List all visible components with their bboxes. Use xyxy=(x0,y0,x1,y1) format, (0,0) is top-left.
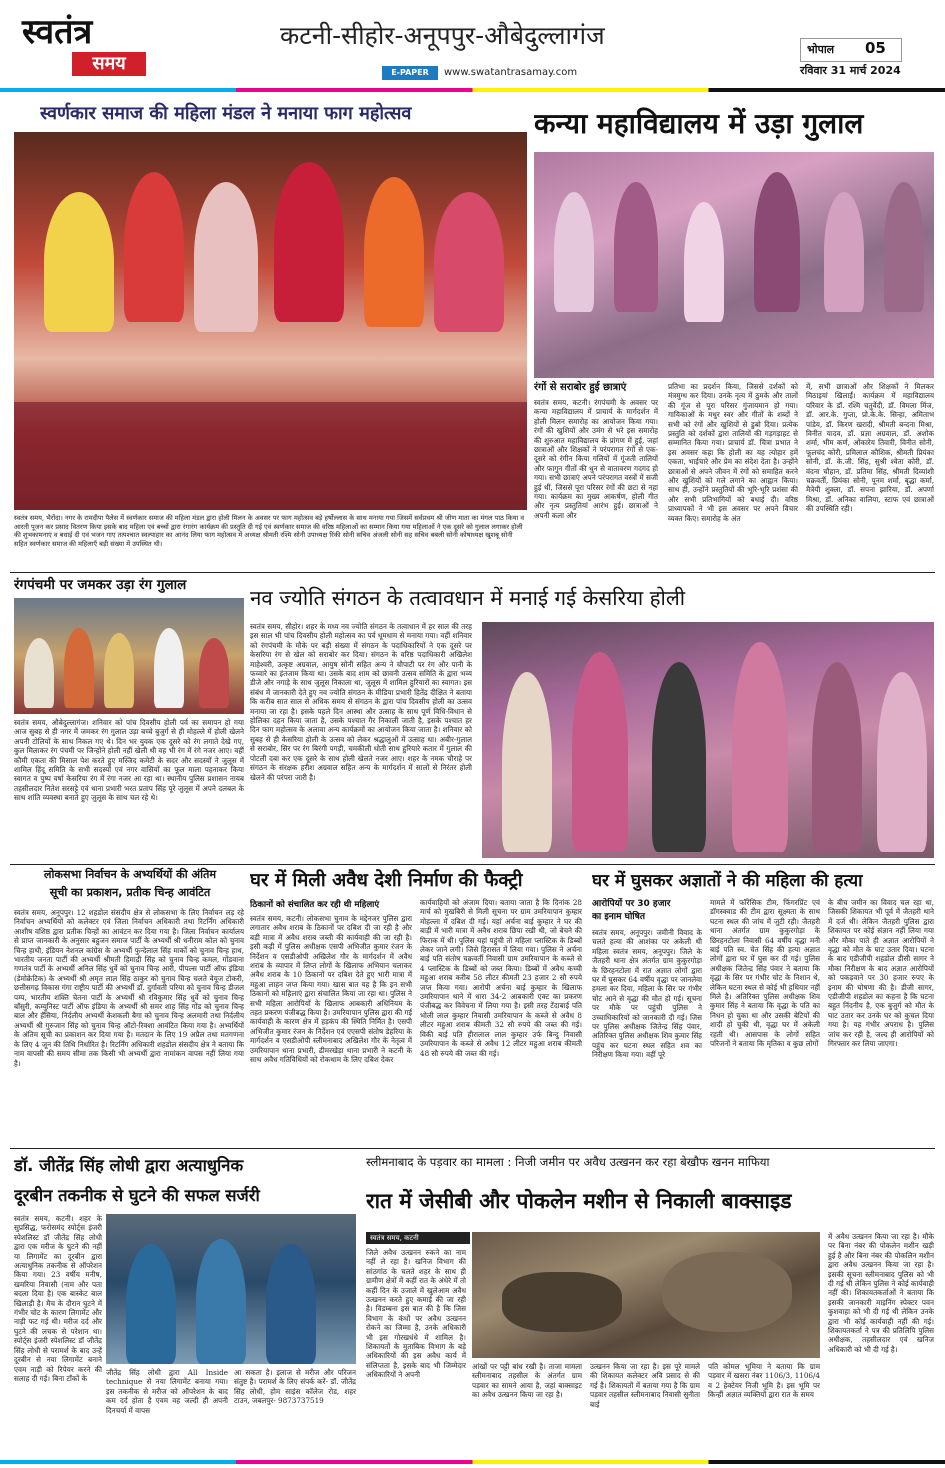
kanya-col1: स्वतंत्र समय, कटनी। रंगपंचमी के अवसर पर कन्या महाविद्यालय में प्राचार्य के मार्गदर्शन में होली मिलन समारोह का आयोजन किया गया। रंगों की खुशियों और उमंग से भरे इस समारोह की शुरुआत महाविद्यालय के प्रांगण में हुई, जहां छात्राओं और शिक्षकों ने परंपरागत रंगों से एक-दूसरे को रंगीन किया गलियों में गूंजती तालियों और फागुन गीतों की धुन से वातावरण गदगद हो गया। सभी छात्राएं अपने परंपरागत वस्त्रों में सजी हुई थीं, जिससे पूरा परिसर रंगों की छटा से नहा गया। कार्यक्रम का मुख्य आकर्षण, होली गीत और नृत्य प्रस्तुतियां आरंभ हुई। छात्राओं ने अपनी कला और xyxy=(534,398,658,520)
lok-headline-1: लोकसभा निर्वाचन के अभ्यर्थियों की अंतिम xyxy=(43,868,217,881)
khanan-byline: स्वतंत्र समय, कटनी xyxy=(366,1232,470,1244)
surgery-col1: स्वतंत्र समय, कटनी। शहर के सुप्रसिद्ध, फरोसमंद स्पोर्ट्स इंजरी स्पेशलिस्ट डॉ जीतेंद्र सिंह लोधी द्वारा एक मरीज के घुटने की नहीं या लिगामेंट का दूरबीन द्वारा अत्याधुनिक तकनीक से ऑपरेशन किया गया। 23 वर्षीय मनीष, खमरिया निवासी (नाम और पता बदला दिया है) एक बास्केट बाल खिलाड़ी है। मैच के दौरान घुटने में गंभीर चोट के कारण लिगामेंट और नाड़ी फट गई थी। मरीज दर्द और घुटने की लचक से परेशान था। स्पोर्ट्स इंजरी स्पेशलिस्ट डॉ जीतेंद्र सिंह लोधी से परामर्श के बाद उन्हें दूरबीन से नया लिगामेंट बनाने एवम नाड़ी को रिपेयर करने की सलाह दी गई। बिना टाँकों के xyxy=(14,1214,102,1383)
colour-strip-top xyxy=(0,88,945,92)
murder-col2: मामले में फॉरेंसिक टीम, फिंगरप्रिंट एवं डॉगस्क्वाड की टीम द्वारा सूक्ष्मता के साथ घटना स्थल की जांच में जुटी रही। जैतहरी थाना अंतर्गत ग्राम कुकुरगोड़ा के छिरहनटोला निवासी 64 वर्षीय वृद्धा मनी बाई पति स्व. चेत सिंह की हत्या अज्ञात लोगों द्वारा घर में घुस कर दी गई। पुलिस अधीक्षक जितेन्द्र सिंह पंवार ने बताया कि वृद्धा के सिर पर गंभीर चोट के निशान थे, लेकिन घटना स्थल से कोई भी हथियार नहीं मिले है। अतिरिक्त पुलिस अधीक्षक शिव कुमार सिंह ने बताया कि वृद्धा के पति का निधन हो चुका था और उसकी बेटियों की शादी हो चुकी थी, वृद्धा घर में अकेली रहती थी। आसपास के लोगों सहित परिजनों ने बताया कि मृतिका व कुछ लोगों xyxy=(710,898,820,1049)
factory-col2: कार्यवाहियों को अंजाम दिया। बताया जाता है कि दिनांक 28 मार्च को मुखबिरी से मिली सूचना पर ग्राम उमरियापान कुम्हार मोहल्ला में दबिश दी गई। यहां अर्चना बाई कुम्हार ने घर की बाड़ी में भारी मात्रा में अवैध शराब छिपा रखी थी, जो बेचने की फिराक में थी। पुलिस यहां पहुंची तो महिला प्लास्टिक के डिब्बों लेकर जाने लगी। जिसे हिरासत में लिया गया। पुलिस ने अर्चना बाई पति संतोष चक्रवर्ती निवासी ग्राम उमरियापान के कब्जे से 4 प्लास्टिक के डिब्बों को जब्त किया। डिब्बों में अवैध कच्ची महुआ शराब करीब 58 लीटर कीमती 23 हजार 2 सौ रुपये जप्त किया गया। आरोपी अर्चना बाई कुम्हार के खिलाफ उमरियापान थाने में धारा 34-2 आबकारी एक्ट का प्रकरण पंजीबद्ध कर विवेचना में लिया गया है। इसी तरह टेंदाबाई पति भोली लाल कुम्हार निवासी उमरियापान के कब्जे से अवैध 8 लीटर महुआ शराब कीमती 32 सौ रुपये की जब्त की गई। विकी बाई पति हीरालाल लाल कुम्हार उर्फ बिन्दु निवासी उमरियापान के कब्जे से अवैध 12 लीटर महुआ शराब कीमती 48 सौ रुपये की जब्त की गई। xyxy=(420,898,582,1058)
surgery-col2: आ सकता है। इलाज से मरीज और परिजन संतुष्ट है। परामर्श के लिए संपर्क करें- डॉ. जीतेंद्र सिंह लोधी, होम साइंस कॉलेज रोड, शहर टाउन, जबलपुर- 9873737519 xyxy=(234,1368,356,1406)
divider-1 xyxy=(10,572,935,573)
kesariya-photo xyxy=(482,622,934,858)
kanya-headline: कन्या महाविद्यालय में उड़ा गुलाल xyxy=(534,107,864,140)
divider-3 xyxy=(10,1148,935,1149)
colour-strip-bottom xyxy=(0,1460,945,1464)
newspaper-logo xyxy=(22,12,162,92)
rang-photo xyxy=(14,598,244,714)
surgery-photo xyxy=(106,1214,356,1364)
fag-photo xyxy=(14,132,527,510)
khanan-col5: में अवैध उत्खनन किया जा रहा है। मौके पर बिना नंबर की पोकलेन मशीन खड़ी हुई है और बिना नंबर की पोकलिन मशीन द्वारा अवैध उत्खनन किया जा रहा है। इसकी सूचना स्लीमनाबाद पुलिस को भी दी गई थी लेकिन पुलिस ने कोई कार्यवाही नहीं की। शिकायतकर्ताओं ने बताया कि इसकी जानकारी माइनिंग स्पेक्टर पवन कुशवाहा को भी दी गई थी लेकिन उनके द्वारा भी कोई कार्यवाही नहीं की गई। शिकायतकर्ता ने पत्र की प्रतिलिपि पुलिस अधीक्षक, तहसीलदार एवं खनिज अधिकारी को भी दी गई है। xyxy=(828,1232,934,1354)
surgery-headline-2: दूरबीन तकनीक से घुटने की सफल सर्जरी xyxy=(14,1186,260,1205)
divider-2 xyxy=(10,864,935,865)
murder-subhead-1: आरोपियों पर 30 हजार xyxy=(592,899,671,909)
website-link[interactable]: www.swatantrasamay.com xyxy=(444,67,578,78)
kanya-col2: प्रतिभा का प्रदर्शन किया, जिससे दर्शकों को मंत्रमुग्ध कर दिया। उनके नृत्य में ठुमके और तालों की गूंज से पूरा परिसर गुंजायमान हो गया। गायिकाओं के मधुर स्वर और गीतों के शब्दों ने सभी को रंगों और खुशियों से डुबो दिया। प्रत्येक प्रस्तुति को दर्शकों द्वारा तालियों की गड़गड़ाहट से सम्मानित किया गया। प्राचार्य डॉ. चित्रा प्रभात ने इस अवसर कहा कि होली का यह त्योहार हमें एकता, भाईचारे और प्रेम का संदेश देता है। उन्होंने छात्राओं से अपने जीवन में रंगों को समाहित करने और खुशियों को गले लगाने का आह्वान किया। साथ ही, उन्होंने प्रस्तुतियों की भूरि-भूरि प्रशंसा की और सभी प्रतिभागियों को बधाई दी। वरिष्ठ प्राध्यापकों ने भी इस अवसर पर अपने विचार व्यक्त किए। समारोह के अंत xyxy=(668,382,798,523)
murder-subhead-2: का इनाम घोषित xyxy=(592,912,645,922)
logo-line1: स्वतंत्र xyxy=(22,12,93,52)
factory-headline: घर में मिली अवैध देशी निर्माण की फैक्ट्री xyxy=(250,870,523,891)
khanan-kicker: स्लीमनाबाद के पड़वार का मामला : निजी जमीन पर अवैध उत्खनन कर रहा बेखौफ खनन माफिया xyxy=(366,1155,770,1169)
rang-headline: रंगपंचमी पर जमकर उड़ा रंग गुलाल xyxy=(14,577,187,593)
fag-headline: स्वर्णकार समाज की महिला मंडल ने मनाया फाग महोत्सव xyxy=(40,103,412,124)
epaper-label: E-PAPER xyxy=(382,66,438,80)
page-info-box xyxy=(800,38,902,62)
lok-headline-2: सूची का प्रकाशन, प्रतीक चिन्ह आवंटित xyxy=(49,886,211,899)
city-name: भोपाल xyxy=(807,43,835,56)
khanan-photo xyxy=(472,1232,820,1358)
kesariya-body: स्वतंत्र समय, सीहोर। शहर के मध्य नव ज्योति संगठन के तत्वाधान में हर साल की तरह इस साल भी पांच दिवसीय होली महोत्सव का पर्व धूमधाम से मनाया गया। वहीं शनिवार को रंगपंचमी के मौके पर बड़ी संख्या में संगठन के पदाधिकारियों ने एक दूसरे पर केसरिया रंग से खेल को सराबोर कर दिया। संगठन के वरिष्ठ पदाधिकारी अखिलेश माहेश्वरी, उत्कृष्ट अग्रवाल, आयुष सोनी सहित अन्य ने चौपाटी पर रंग और पानी के फव्वारे का इंतजाम किया था। उसके बाद शाम को छावनी उत्सव समिति के द्वारा भव्य डीजे और नगाड़े के साथ जुलूस निकाला था, जुलूस में शामिल हुरियारों का स्वागत। इस संबंध में जानकारी देते हुए नव ज्योति संगठन के मीडिया प्रभारी हितेंद्र दीक्षित ने बताया कि करीब सात साल से अधिक समय से संगठन के द्वारा पांच दिवसीय होली का उत्सव मनाया जा रहा है। इसके पहले दिन आस्था और उत्साह के साथ पूर्ण विधि-विधान से होलिका दहन किया जाता है, उसके पश्चात गैर निकाली जाती है, इसके पश्चात हर दिन फाग महोत्सव के अलावा अन्य कार्यक्रमों का आयोजन किया जाता है। शनिवार को सुबह से ही केसरिया होली के उत्सव को लेकर श्रद्धालुओं में उत्साह था। अबीर-गुलाल से सराबोर, सिर पर रंग बिरंगी पगड़ी, चमकीली धोती साथ हुरियारे कतार में गुलाल की पोटली दबा कर एक दूसरे के साथ होली खेलते नजर आए। शहर के नमक चौराहे पर संगठन के संरक्षक हरीश अग्रवाल सहित अन्य के मार्गदर्शन में सालों से निरंतर होली खेलने की परंपरा जारी है। xyxy=(250,622,472,782)
kanya-subhead: रंगों से सराबोर हुई छात्राएं xyxy=(534,382,627,393)
khanan-col3: उत्खनन किया जा रहा है। इस पूरे मामले की शिकायत कलेक्टर अवि प्रसाद से की गई है। शिकायतों में बताया गया है कि ग्राम पड़वार तहसील स्लीमनाबाद निवासी सुनीता बाई xyxy=(590,1362,700,1409)
kesariya-headline: नव ज्योति संगठन के तत्वावधान में मनाई गई केसरिया होली xyxy=(250,586,686,610)
khanan-headline: रात में जेसीबी और पोकलेन मशीन से निकाली बाक्साइड xyxy=(366,1189,792,1213)
issue-date: रविवार 31 मार्च 2024 xyxy=(800,64,901,77)
rang-body: स्वतंत्र समय, औबेदुल्लागंज। शनिवार को पांच दिवसीय होली पर्व का समापन हो गया आज सुबह से ही नगर में जमकर रंग गुलाल उड़ा बच्चे बुजुर्ग से ही मोहल्ले में होली खेलने अपनी टोलियों के साथ निकल गए थे। दिन भर युवक एक दूसरे को रंग लगाते देखे गए, कुल मिलाकर रंग पंचमी पर जिन्होंने होली नहीं खेली थी वह भी रंग में रंगे नजर आए। वहीं कौमी एकता की मिसाल पेश करते हुए मस्जिद कमेटी के सदर और सदस्यों ने जुलूस में शामिल हिंदू समिति के सभी सदस्यों एवं नगर वासियों का फूल माला पहनाकर किया स्वागत व पुष्प वर्षा केसरिया रंग में रंगा नजर आ रहा था। स्थानीय पुलिस प्रशासन नायब तहसीलदार नितेश सरसट्टे एवं थाना प्रभारी भरत प्रताप सिंह पूरे जुलूस में अपने दलबल के साथ शांति व्यवस्था बनाते हुए जुलूस के साथ चल रहे थे। xyxy=(14,718,244,803)
edition-title: कटनी-सीहोर-अनूपपुर-औबेदुल्लागंज xyxy=(280,21,605,50)
logo-line2: समय xyxy=(72,52,146,76)
murder-headline: घर में घुसकर अज्ञातों ने की महिला की हत्या xyxy=(592,871,863,891)
kanya-col3: में, सभी छात्राओं और शिक्षकों ने मिलकर मिठाइयां खिलाईं। कार्यक्रम में महाविद्यालय परिवार के डॉ. रश्मि चतुर्वेदी, डॉ. विमला मिंज, डॉ. आर.के. गुप्ता, प्रो.के.के. सिन्हा, अमिताभ पांडेय, डॉ. किरण खरादी, श्रीमती बन्दना मिश्रा, विनीत यादव, डॉ. प्रज्ञा अग्रवाल, डॉ. अशोक शर्मा, भीम कर्ण, ओंकारेय तिवारी, विनीत सोनी, फूलचंद कोरी, प्रमिलाल कौशिक, श्रीमती प्रियंका सोनी, डॉ. के.जी. सिंह, सुश्री श्वेता कोरी, डॉ. वंदना चौहान, डॉ. प्रतिमा सिंह, श्रीमती दिव्यांशी चक्रवर्ती, प्रियंका सोनी, पूनम शर्मा, बृद्धा कर्मा, मैत्रेयी शुक्ला, डॉ. सपना झारिया, डॉ. अपर्णा मिश्रा, डॉ. अनिका वालिया, स्टाफ एवं छात्राओं की उपस्थिति रही। xyxy=(806,382,934,514)
khanan-col4: पति कोमल भूमिया ने बताया कि ग्राम पड़वार में खसरा नंबर 1106/3, 1106/4 व 2 हेक्टेयर निजी भूमि है। इस भूमि पर किन्हीं अज्ञात व्यक्तियों द्वारा रात के समय xyxy=(708,1362,820,1400)
factory-col1: स्वतंत्र समय, कटनी। लोकसभा चुनाव के मद्देनजर पुलिस द्वारा लगातार अवैध शराब के ठिकानों पर दबिश दी जा रही है और बड़ी मात्रा में अवैध शराब जब्ती की कार्यवाही की जा रही है। इसी कड़ी में पुलिस अधीक्षक एसपी अभिजीत कुमार रंजन के निर्देशन व एसडीओपी अखिलेश गौर के मार्गदर्शन में अवैध शराब के व्यापार में लिप्त लोगों के खिलाफ अभियान चलाकर अवैध शराब के 10 ठिकानों पर दबिश देते हुए भारी मात्रा में महुआ लाहन जप्त किया गया। खास बात यह है कि इन सभी ठिकानों को महिलाएं द्वारा संचालित किया जा रहा था। पुलिस ने सभी महिला आरोपियों के खिलाफ आबकारी अधिनियम के तहत प्रकरण पंजीबद्ध किया है। उमरियापान पुलिस द्वारा की गई कार्यवाही के कारण क्षेत्र में हड़कंप की स्थिति निर्मित है। एसपी अभिजीत कुमार रंजन के निर्देशन एवं एएसपी संतोष डेहरिया के मार्गदर्शन व एसडीओपी स्लीमनाबाद अखिलेश गौर के नेतृत्व में उमरियापान थाना प्रभारी, ढीमरखेड़ा थाना प्रभारी ने कटनी के साथ अवैध गतिविधियों को रोकथाम के लिए दबिश देकर xyxy=(250,914,412,1065)
khanan-col2: आंखों पर पट्टी बांध रखी है। ताजा मामला स्लीमनाबाद तहसील के अंतर्गत ग्राम पड़वार का सामने आया है, जहां बाक्साइट का अवैध उत्खनन किया जा रहा है। xyxy=(472,1362,582,1400)
page-number: 05 xyxy=(865,39,886,57)
fag-caption: स्वतंत्र समय, भैरोंदा। नगर के रामदीपा पैलेस में स्वर्णकार समाज की महिला मंडल द्वारा होली मिलन के अवसर पर फाग महोत्सव बड़े हर्षोल्लास के साथ मनाया गया जिसमें सर्वप्रथम श्री जीण माता का मंगल पाठ किया व आरती पूजन कर प्रसाद वितरण किया इसके बाद महिला एवं बच्चों द्वारा रंगारंग कार्यक्रम की प्रस्तुति दी गई एवं स्वर्णकार समाज की वरिष्ठ महिलाओं का सम्मान किया गया महिलाओं ने एक दूसरे को गुलाल लगाकर होली की शुभकामनाएं व बधाई दी एवं भजन गाए तत्पश्चात स्वल्पाहार का आनंद लिया फाग महोत्सव में अध्यक्ष श्रीमती रश्मि सोनी उपाध्यक्ष रिंकी सोनी सचिव अंजली सोनी सह सचिव बबली सोनी कोषाध्यक्ष खुशबू सोनी सहित स्वर्णकार समाज की महिलाएँ बड़ी संख्या में उपस्थित थी। xyxy=(14,514,525,548)
surgery-headline-1: डॉ. जीतेंद्र सिंह लोधी द्वारा अत्याधुनिक xyxy=(14,1156,244,1175)
khanan-col1: जिले अवैध उत्खनन रुकने का नाम नहीं ले रहा है। खनिज विभाग की सांठगांठ के चलते शहर के साथ ही ग्रामीण क्षेत्रों में कहीं रात के अंधेरे में तो कहीं दिन के उजाले में खुलेआम अवैध उत्खनन करते हुए कमाई की जा रही है। विडम्बना इस बात की है कि जिस विभाग के कंधों पर अवैध उत्खनन रोकने का जिम्मा है, उनके अधिकारी भी इस गोरखधंधे में शामिल है। शिकायतों के मुताबिक विभाग के बड़े अधिकारियों की इस अवैध कार्य में संलिप्तता है, इसके बाद भी जिम्मेदार अधिकारियों ने अपनी xyxy=(366,1248,466,1380)
murder-col1: स्वतंत्र समय, अनूपपुर। जमीनी विवाद के चलते हत्या की आशंका पर अकेली थी महिला स्वतंत्र समय, अनूपपुर। जिले के जैतहरी थाना क्षेत्र अंतर्गत ग्राम कुकुरगोड़ा के छिरहनटोला में रात अज्ञात लोगों द्वारा घर में घुसकर 64 वर्षीय वृद्धा पर जानलेवा हमला कर दिया, महिला के सिर पर गंभीर चोट आने से वृद्धा की मौत हो गई। सूचना पर मौके पर पहुंची पुलिस ने उच्चाधिकारियों को जानकारी दी गई। जिस पर पुलिस अधीक्षक जितेन्द्र सिंह पंवार, अतिरिक्त पुलिस अधीक्षक शिव कुमार सिंह पहुंच कर घटना स्थल सहित शव का निरीक्षण किया गया। वहीं पूरे xyxy=(592,928,702,1060)
kanya-photo xyxy=(534,152,934,378)
factory-subhead: ठिकानों को संचालित कर रही थी महिलाएं xyxy=(250,900,380,910)
lok-body: स्वतंत्र समय, अनूपपुर। 12 शहडोल संसदीय क्षेत्र से लोकसभा के लिए निर्वाचन लड़ रहे निर्वाचन अभ्यर्थियों को कलेक्टर एवं जिला निर्वाचन अधिकारी तथा रिटर्निंग अधिकारी आशीष वशिष्ठ द्वारा प्रतीक चिन्हों का आवंटन कर दिया गया है। जिला निर्वाचन कार्यालय से प्राप्त जानकारी के अनुसार बहुजन समाज पार्टी के अभ्यर्थी श्री धनीराम कोल को चुनाव चिन्ह हाथी, इंडियन नेशनल कांग्रेस के अभ्यर्थी फुन्देलाल सिंह मार्को को चुनाव चिन्ह हाथ, भारतीय जनता पार्टी की अभ्यर्थी श्रीमती हिमाद्री सिंह को चुनाव चिन्ह कमल, गोंडवाना गणतंत्र पार्टी के अभ्यर्थी अनिल सिंह धुर्वे को चुनाव चिन्ह आरी, पीपल्स पार्टी ऑफ इंडिया (डेमोक्रेटिक) के अभ्यर्थी श्री अमृत लाल सिंह ठाकुर को चुनाव चिन्ह चलते वेयूज टोकरी, छत्तीसगढ़ विकास गंगा राष्ट्रीय पार्टी की अभ्यर्थी डॉ. दुर्गावती परिया को चुनाव चिन्ह डीजल पम्प, भारतीय शक्ति चेतना पार्टी के अभ्यर्थी श्री रविकुमार सिंह धुर्वे को चुनाव चिन्ह बाँसुरी, कम्युनिस्ट पार्टी ऑफ इंडिया के अभ्यर्थी श्री समर शाह सिंह गोंड को चुनाव चिन्ह बाल और हॅसिया, निर्दलीय अभ्यर्थी केशकली बैगा को चुनाव चिन्ह अलमारी तथा निर्दलीय अभ्यर्थी श्री गुरुजान सिंह को चुनाव चिन्ह ऑटो-रिक्शा आवंटित किया गया है। अभ्यर्थियों के अंतिम सूची का प्रकाशन कर दिया गया है। मतदान के लिए 19 अप्रैल तथा मतगणना के लिए 4 जून की तिथि निर्धारित है। रिटर्निंग अधिकारी शहडोल संसदीय क्षेत्र ने बताया कि नाम वापसी की समय सीमा तक किसी भी अभ्यर्थी द्वारा नामांकन वापस नहीं लिया गया है। xyxy=(14,908,244,1068)
surgery-caption: जीतेंद्र सिंह लोधी द्वारा All Inside technique से नया लिगामेंट बनाया गया। इस तकनीक से मरीज को ऑपरेशन के बाद कम दर्द होता है एवम वह जल्दी ही अपनी दिनचर्या में वापस xyxy=(106,1368,228,1415)
murder-col3: के बीच जमीन का विवाद चल रहा था, जिसकी शिकायत भी पूर्व में जैतहरी थाने में दर्ज थी। लेकिन जैतहरी पुलिस द्वारा शिकायत पर कोई संज्ञान नहीं लिया गया और मौका पाते ही अज्ञात आरोपियों ने वृद्धा को मौत के घाट उतार दिया। घटना के बाद एडीजीपी शहडोल डीसी सागर ने मौका निरीक्षण के बाद अज्ञात आरोपियों को पकड़वाने पर 30 हजार रुपए के इनाम की घोषणा की है। डीजी सागर, एडीजीपी शहडोल का कहना है कि घटना बहुत निंदनीय है, एक बुजुर्ग को मौत के घाट उतार कर उनके घर को कुचल दिया गया है। यह गंभीर अपराध है। पुलिस जांच कर रही है, जल्द ही आरोपियों को गिरफ्तार कर लिया जाएगा। xyxy=(828,898,934,1049)
